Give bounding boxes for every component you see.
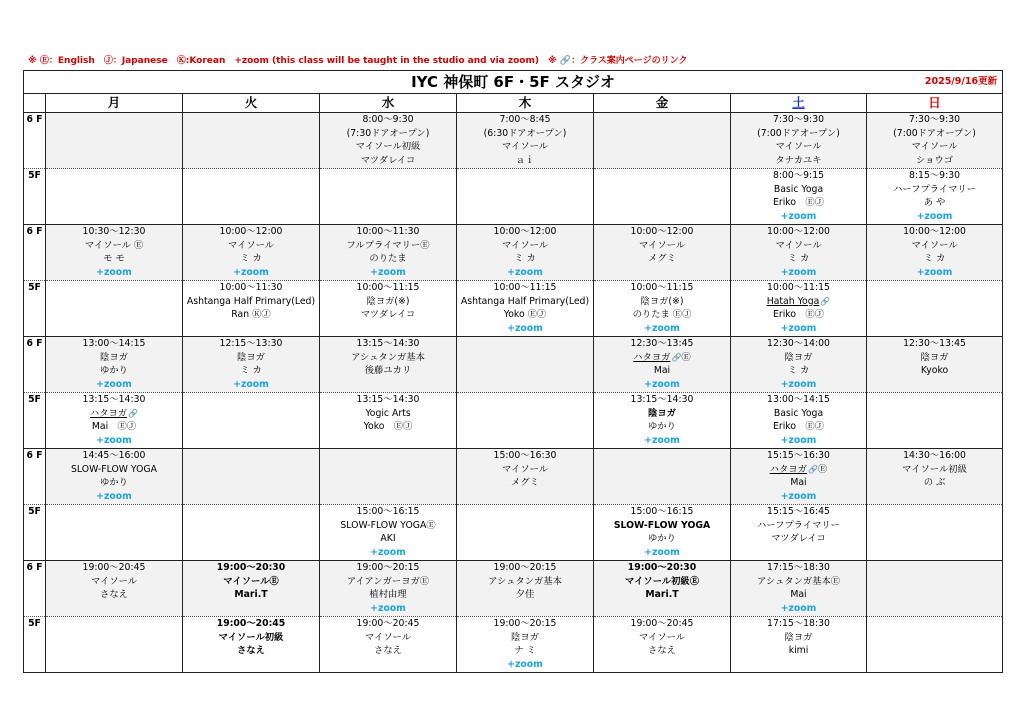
class-cell-fri bbox=[594, 337, 731, 393]
class-line: アシュタンガ基本 bbox=[351, 351, 425, 363]
class-line: 10:30～12:30 bbox=[82, 226, 146, 237]
zoom-tag: +zoom bbox=[507, 322, 543, 334]
class-line: 10:00～11:15 bbox=[493, 282, 557, 293]
class-line: 13:00～14:15 bbox=[767, 394, 830, 405]
class-cell-fri bbox=[594, 561, 731, 617]
class-cell-wed bbox=[320, 393, 457, 449]
class-cell-fri bbox=[594, 505, 731, 561]
legend-note: ※ Ⓔ：English Ⓙ：Japanese Ⓚ:Korean +zoom (this class will be taught in the studio and via zoom) ※ 🔗：クラス案内ページのリンク bbox=[28, 56, 688, 66]
class-cell-tue bbox=[183, 169, 320, 225]
class-cell-sun bbox=[867, 169, 1003, 225]
zoom-tag: +zoom bbox=[916, 210, 953, 222]
class-line: マイソール bbox=[638, 631, 686, 643]
zoom-tag: +zoom bbox=[780, 378, 817, 390]
zoom-tag: +zoom bbox=[96, 378, 132, 390]
floor-label: 6 F bbox=[24, 113, 46, 169]
class-line: 12:30～13:45 bbox=[903, 338, 966, 349]
day-header-thu: 木 bbox=[457, 94, 594, 113]
class-line: ミ カ bbox=[240, 253, 262, 265]
class-line: Mari.T bbox=[645, 589, 679, 601]
class-line bbox=[594, 351, 730, 365]
class-line: のりたま bbox=[369, 253, 407, 265]
class-line: 陰ヨガ bbox=[920, 351, 949, 363]
class-cell-fri bbox=[594, 113, 731, 169]
class-line: 13:15～14:30 bbox=[630, 394, 694, 405]
class-cell-thu bbox=[457, 169, 594, 225]
link-icon[interactable]: 🔗 bbox=[807, 464, 818, 474]
class-line: あ や bbox=[923, 197, 946, 209]
class-line: 17:15～18:30 bbox=[767, 562, 830, 573]
class-cell-tue bbox=[183, 449, 320, 505]
class-line: マイソールⒺ bbox=[223, 575, 279, 587]
class-line: 13:15～14:30 bbox=[356, 394, 420, 405]
class-cell-sun bbox=[867, 617, 1003, 673]
class-line: 10:00～11:15 bbox=[356, 282, 420, 293]
class-line: 19:00～20:45 bbox=[356, 618, 420, 629]
class-line: の ぶ bbox=[923, 477, 946, 489]
class-cell-sat bbox=[731, 617, 867, 673]
class-line: SLOW-FLOW YOGA bbox=[71, 463, 157, 475]
class-line: Basic Yoga bbox=[773, 183, 824, 195]
class-line: 8:00～9:15 bbox=[772, 170, 825, 181]
class-cell-thu bbox=[457, 281, 594, 337]
class-cell-sat bbox=[731, 393, 867, 449]
floor-label: 6 F bbox=[24, 225, 46, 281]
class-cell-sat bbox=[731, 225, 867, 281]
class-line: Mai bbox=[653, 365, 671, 377]
floor-label: 6 F bbox=[24, 561, 46, 617]
class-line: SLOW-FLOW YOGAⒺ bbox=[340, 519, 436, 531]
class-link[interactable]: Hatah Yoga bbox=[766, 295, 820, 307]
class-line: 10:00～12:00 bbox=[903, 226, 966, 237]
floor-label: 5F bbox=[24, 169, 46, 225]
class-line: 陰ヨガ bbox=[100, 351, 128, 363]
class-line: モ モ bbox=[103, 253, 125, 265]
floor-label: 5F bbox=[24, 617, 46, 673]
class-cell-sat bbox=[731, 561, 867, 617]
day-header-sat bbox=[731, 94, 867, 113]
class-line: Mai ⒺⒿ bbox=[91, 421, 137, 433]
class-line: Kyoko bbox=[920, 365, 949, 377]
class-cell-mon bbox=[46, 337, 183, 393]
class-cell-mon bbox=[46, 169, 183, 225]
class-cell-wed bbox=[320, 113, 457, 169]
class-line: Ashtanga Half Primary(Led) bbox=[460, 295, 590, 307]
class-line: さなえ bbox=[100, 589, 128, 601]
class-line: 10:00～12:00 bbox=[493, 226, 557, 237]
class-line: Yoko ⒺⒿ bbox=[503, 309, 547, 321]
class-line: マイソール bbox=[90, 575, 138, 587]
class-line: 14:30～16:00 bbox=[903, 450, 966, 461]
class-line: (7:00ドアオープン) bbox=[757, 127, 840, 139]
time-slot-row bbox=[24, 113, 1003, 169]
class-cell-mon bbox=[46, 505, 183, 561]
time-slot-row bbox=[24, 617, 1003, 673]
class-line: 陰ヨガ bbox=[511, 631, 539, 643]
zoom-tag: +zoom bbox=[96, 266, 132, 278]
class-cell-thu bbox=[457, 449, 594, 505]
class-cell-sun bbox=[867, 113, 1003, 169]
class-line: ゆかり bbox=[648, 421, 676, 433]
class-line: フルプライマリーⒺ bbox=[346, 239, 430, 251]
day-header-row bbox=[24, 94, 1003, 113]
class-line: 19:00～20:15 bbox=[493, 618, 557, 629]
class-line: マイソール bbox=[227, 239, 275, 251]
class-line: さなえ bbox=[648, 645, 676, 657]
time-slot-row bbox=[24, 393, 1003, 449]
class-line: 陰ヨガ(※) bbox=[366, 295, 410, 307]
class-cell-mon bbox=[46, 617, 183, 673]
class-line: 8:15～9:30 bbox=[909, 170, 961, 181]
class-cell-thu bbox=[457, 561, 594, 617]
zoom-tag: +zoom bbox=[780, 266, 817, 278]
class-cell-sat bbox=[731, 337, 867, 393]
class-line: ハーフプライマリー bbox=[893, 183, 976, 195]
zoom-tag: +zoom bbox=[370, 266, 406, 278]
class-cell-tue bbox=[183, 337, 320, 393]
class-line: 陰ヨガ(※) bbox=[640, 295, 684, 307]
zoom-tag: +zoom bbox=[644, 378, 680, 390]
day-header-wed: 水 bbox=[320, 94, 457, 113]
schedule-table bbox=[23, 70, 1003, 673]
class-cell-fri bbox=[594, 393, 731, 449]
class-line: 13:00～14:15 bbox=[82, 338, 146, 349]
class-line: 陰ヨガ bbox=[237, 351, 265, 363]
class-line: マイソール bbox=[364, 631, 412, 643]
class-line: ゆかり bbox=[100, 365, 128, 377]
class-line: マツダレイコ bbox=[771, 533, 826, 545]
class-line: 後藤ユカリ bbox=[364, 365, 412, 377]
title-cell bbox=[24, 71, 1003, 94]
zoom-tag: +zoom bbox=[370, 602, 406, 614]
class-cell-thu bbox=[457, 337, 594, 393]
class-line: kimi bbox=[788, 645, 809, 657]
class-line: マイソール初級 bbox=[355, 141, 421, 153]
class-cell-sun bbox=[867, 225, 1003, 281]
zoom-tag: +zoom bbox=[780, 322, 817, 334]
class-line: 10:00～12:00 bbox=[630, 226, 694, 237]
class-cell-thu bbox=[457, 393, 594, 449]
class-cell-tue bbox=[183, 505, 320, 561]
class-cell-wed bbox=[320, 505, 457, 561]
class-line: 19:00～20:15 bbox=[493, 562, 557, 573]
class-cell-mon bbox=[46, 561, 183, 617]
class-cell-wed bbox=[320, 225, 457, 281]
class-line: マイソール bbox=[501, 239, 549, 251]
class-line: 19:00～20:30 bbox=[627, 562, 697, 573]
time-slot-row bbox=[24, 281, 1003, 337]
class-line: 15:00～16:30 bbox=[493, 450, 557, 461]
class-cell-tue bbox=[183, 113, 320, 169]
zoom-tag: +zoom bbox=[233, 378, 269, 390]
class-cell-thu bbox=[457, 505, 594, 561]
class-line: ナ ミ bbox=[514, 645, 536, 657]
updated-date: 2025/9/16更新 bbox=[924, 76, 998, 87]
class-line: 7:30～9:30 bbox=[909, 114, 961, 125]
class-cell-fri bbox=[594, 225, 731, 281]
class-line: 13:15～14:30 bbox=[356, 338, 420, 349]
class-cell-sun bbox=[867, 281, 1003, 337]
floor-label: 5F bbox=[24, 393, 46, 449]
class-link[interactable]: ハタヨガ bbox=[633, 351, 671, 363]
class-line: 7:00～8:45 bbox=[499, 114, 551, 125]
class-line: 陰ヨガ bbox=[784, 631, 813, 643]
class-cell-mon bbox=[46, 225, 183, 281]
class-line: Mai bbox=[790, 477, 807, 489]
class-line: Yoko ⒺⒿ bbox=[363, 421, 413, 433]
class-cell-sat bbox=[731, 505, 867, 561]
class-line: SLOW-FLOW YOGA bbox=[613, 519, 711, 531]
class-line: 19:00～20:45 bbox=[216, 618, 286, 629]
link-icon[interactable]: 🔗 bbox=[671, 352, 682, 362]
class-line: 10:00～11:30 bbox=[219, 282, 283, 293]
class-line: 19:00～20:45 bbox=[630, 618, 694, 629]
class-line: 陰ヨガ bbox=[648, 407, 676, 419]
class-line: マイソール bbox=[911, 239, 958, 251]
class-line: ショウゴ bbox=[916, 154, 954, 166]
class-line: 10:00～11:30 bbox=[356, 226, 420, 237]
class-line: マイソール初級 bbox=[218, 631, 284, 643]
class-line: Ran ⓀⒿ bbox=[231, 309, 271, 321]
class-cell-wed bbox=[320, 561, 457, 617]
class-line: ミ カ bbox=[787, 253, 810, 265]
class-cell-sat bbox=[731, 113, 867, 169]
class-line: Mai bbox=[790, 589, 807, 601]
day-header-mon: 月 bbox=[46, 94, 183, 113]
class-line: 10:00～12:00 bbox=[767, 226, 830, 237]
class-cell-sat bbox=[731, 449, 867, 505]
zoom-tag: +zoom bbox=[780, 434, 817, 446]
class-cell-tue bbox=[183, 393, 320, 449]
class-line: 19:00～20:45 bbox=[82, 562, 146, 573]
class-line: マイソール Ⓔ bbox=[84, 239, 144, 251]
class-cell-thu bbox=[457, 113, 594, 169]
class-cell-tue bbox=[183, 617, 320, 673]
class-cell-fri bbox=[594, 169, 731, 225]
language-badge: Ⓔ bbox=[681, 351, 691, 363]
class-cell-mon bbox=[46, 113, 183, 169]
class-cell-mon bbox=[46, 281, 183, 337]
class-cell-mon bbox=[46, 393, 183, 449]
class-line: タナカユキ bbox=[775, 154, 822, 166]
class-cell-wed bbox=[320, 281, 457, 337]
schedule-body bbox=[24, 113, 1003, 673]
floor-label: 5F bbox=[24, 281, 46, 337]
class-cell-tue bbox=[183, 225, 320, 281]
class-cell-tue bbox=[183, 281, 320, 337]
class-cell-sat bbox=[731, 281, 867, 337]
zoom-tag: +zoom bbox=[780, 602, 817, 614]
zoom-tag: +zoom bbox=[916, 266, 953, 278]
time-slot-row bbox=[24, 225, 1003, 281]
class-cell-fri bbox=[594, 617, 731, 673]
time-slot-row bbox=[24, 449, 1003, 505]
corner-cell bbox=[24, 94, 46, 113]
class-line: 15:15～16:45 bbox=[767, 506, 830, 517]
class-cell-fri bbox=[594, 281, 731, 337]
zoom-tag: +zoom bbox=[507, 658, 543, 670]
time-slot-row bbox=[24, 337, 1003, 393]
day-header-tue: 火 bbox=[183, 94, 320, 113]
class-line: マイソール bbox=[501, 141, 549, 153]
class-line: 19:00～20:15 bbox=[356, 562, 420, 573]
class-line: 17:15～18:30 bbox=[767, 618, 830, 629]
class-line: マツダレイコ bbox=[360, 154, 416, 166]
class-cell-sun bbox=[867, 449, 1003, 505]
zoom-tag: +zoom bbox=[780, 490, 817, 502]
class-line: マイソール bbox=[638, 239, 686, 251]
class-line: ゆかり bbox=[648, 533, 676, 545]
link-icon[interactable]: 🔗 bbox=[820, 296, 831, 306]
class-line: ミ カ bbox=[240, 365, 262, 377]
class-line: 夕佳 bbox=[515, 589, 535, 601]
class-cell-wed bbox=[320, 449, 457, 505]
zoom-tag: +zoom bbox=[507, 266, 543, 278]
class-line: 13:15～14:30 bbox=[82, 394, 146, 405]
class-line: ミ カ bbox=[787, 365, 810, 377]
zoom-tag: +zoom bbox=[644, 434, 680, 446]
class-line: ハーフプライマリー bbox=[757, 519, 840, 531]
class-line: 8:00～9:30 bbox=[362, 114, 414, 125]
class-line: マイソール bbox=[775, 141, 822, 153]
link-icon[interactable]: 🔗 bbox=[128, 408, 139, 418]
zoom-tag: +zoom bbox=[644, 546, 680, 558]
day-header-sun: 日 bbox=[867, 94, 1003, 113]
title-row bbox=[24, 71, 1003, 94]
class-cell-sun bbox=[867, 561, 1003, 617]
class-cell-sun bbox=[867, 505, 1003, 561]
zoom-tag: +zoom bbox=[233, 266, 269, 278]
class-line: 15:15～16:30 bbox=[767, 450, 830, 461]
class-line: ゆかり bbox=[100, 477, 128, 489]
class-line: 植村由理 bbox=[369, 589, 407, 601]
class-line bbox=[46, 407, 182, 421]
class-line: 陰ヨガ bbox=[784, 351, 813, 363]
class-line: (6:30ドアオープン) bbox=[483, 127, 567, 139]
class-line: AKI bbox=[380, 533, 396, 545]
time-slot-row bbox=[24, 561, 1003, 617]
class-line: メグミ bbox=[511, 477, 539, 489]
class-cell-sun bbox=[867, 393, 1003, 449]
class-line: 10:00～11:15 bbox=[767, 282, 830, 293]
class-cell-sat bbox=[731, 169, 867, 225]
page-title: IYC 神保町 6F・5F スタジオ bbox=[411, 73, 616, 91]
class-line: マイソール bbox=[775, 239, 822, 251]
class-line: メグミ bbox=[648, 253, 676, 265]
class-cell-sun bbox=[867, 337, 1003, 393]
class-line: のりたま ⒺⒿ bbox=[632, 309, 692, 321]
day-header-sat-label: 土 bbox=[792, 95, 805, 110]
class-line: 15:00～16:15 bbox=[356, 506, 420, 517]
class-line bbox=[731, 295, 866, 309]
floor-label: 5F bbox=[24, 505, 46, 561]
class-line: マイソール初級Ⓔ bbox=[624, 575, 699, 587]
class-line: Yogic Arts bbox=[365, 407, 411, 419]
class-cell-thu bbox=[457, 617, 594, 673]
floor-label: 6 F bbox=[24, 449, 46, 505]
class-line: マイソール bbox=[911, 141, 958, 153]
class-cell-wed bbox=[320, 337, 457, 393]
time-slot-row bbox=[24, 505, 1003, 561]
class-line: 12:30～14:00 bbox=[767, 338, 830, 349]
class-cell-tue bbox=[183, 561, 320, 617]
class-line: 10:00～12:00 bbox=[219, 226, 283, 237]
class-line: 12:15～13:30 bbox=[219, 338, 283, 349]
zoom-tag: +zoom bbox=[370, 546, 406, 558]
class-line: ミ カ bbox=[923, 253, 946, 265]
class-cell-wed bbox=[320, 617, 457, 673]
zoom-tag: +zoom bbox=[96, 434, 132, 446]
class-link[interactable]: ハタヨガ bbox=[89, 407, 128, 419]
class-line: (7:30ドアオープン) bbox=[346, 127, 430, 139]
class-line: アシュタンガ基本Ⓔ bbox=[756, 575, 841, 587]
floor-label: 6 F bbox=[24, 337, 46, 393]
class-line: (7:00ドアオープン) bbox=[893, 127, 976, 139]
class-line: Eriko ⒺⒿ bbox=[773, 421, 824, 433]
class-line: 12:30～13:45 bbox=[630, 338, 694, 349]
class-line: 15:00～16:15 bbox=[630, 506, 694, 517]
class-cell-fri bbox=[594, 449, 731, 505]
zoom-tag: +zoom bbox=[644, 322, 680, 334]
class-line: ミ カ bbox=[514, 253, 536, 265]
class-cell-wed bbox=[320, 169, 457, 225]
class-line: Mari.T bbox=[234, 589, 268, 601]
language-badge: Ⓔ bbox=[817, 463, 828, 475]
time-slot-row bbox=[24, 169, 1003, 225]
class-line: 7:30～9:30 bbox=[772, 114, 825, 125]
zoom-tag: +zoom bbox=[780, 210, 817, 222]
class-line: Eriko ⒺⒿ bbox=[773, 309, 824, 321]
day-header-fri: 金 bbox=[594, 94, 731, 113]
class-line: さなえ bbox=[374, 645, 402, 657]
class-line: アシュタンガ基本 bbox=[488, 575, 562, 587]
class-line: Ashtanga Half Primary(Led) bbox=[186, 295, 316, 307]
class-cell-thu bbox=[457, 225, 594, 281]
class-line: さなえ bbox=[237, 645, 265, 657]
class-cell-mon bbox=[46, 449, 183, 505]
zoom-tag: +zoom bbox=[96, 490, 132, 502]
class-line bbox=[731, 463, 866, 477]
class-line: 10:00～11:15 bbox=[630, 282, 694, 293]
class-line: アイアンガーヨガⒺ bbox=[346, 575, 430, 587]
class-line: マツダレイコ bbox=[360, 309, 416, 321]
class-line: Basic Yoga bbox=[773, 407, 824, 419]
class-line: マイソール初級 bbox=[902, 463, 967, 475]
class-line: 19:00～20:30 bbox=[216, 562, 286, 573]
class-line: Eriko ⒺⒿ bbox=[773, 197, 824, 209]
class-line: 14:45～16:00 bbox=[82, 450, 146, 461]
class-line: ａｉ bbox=[515, 154, 535, 166]
class-line: マイソール bbox=[501, 463, 549, 475]
class-link[interactable]: ハタヨガ bbox=[769, 463, 807, 475]
